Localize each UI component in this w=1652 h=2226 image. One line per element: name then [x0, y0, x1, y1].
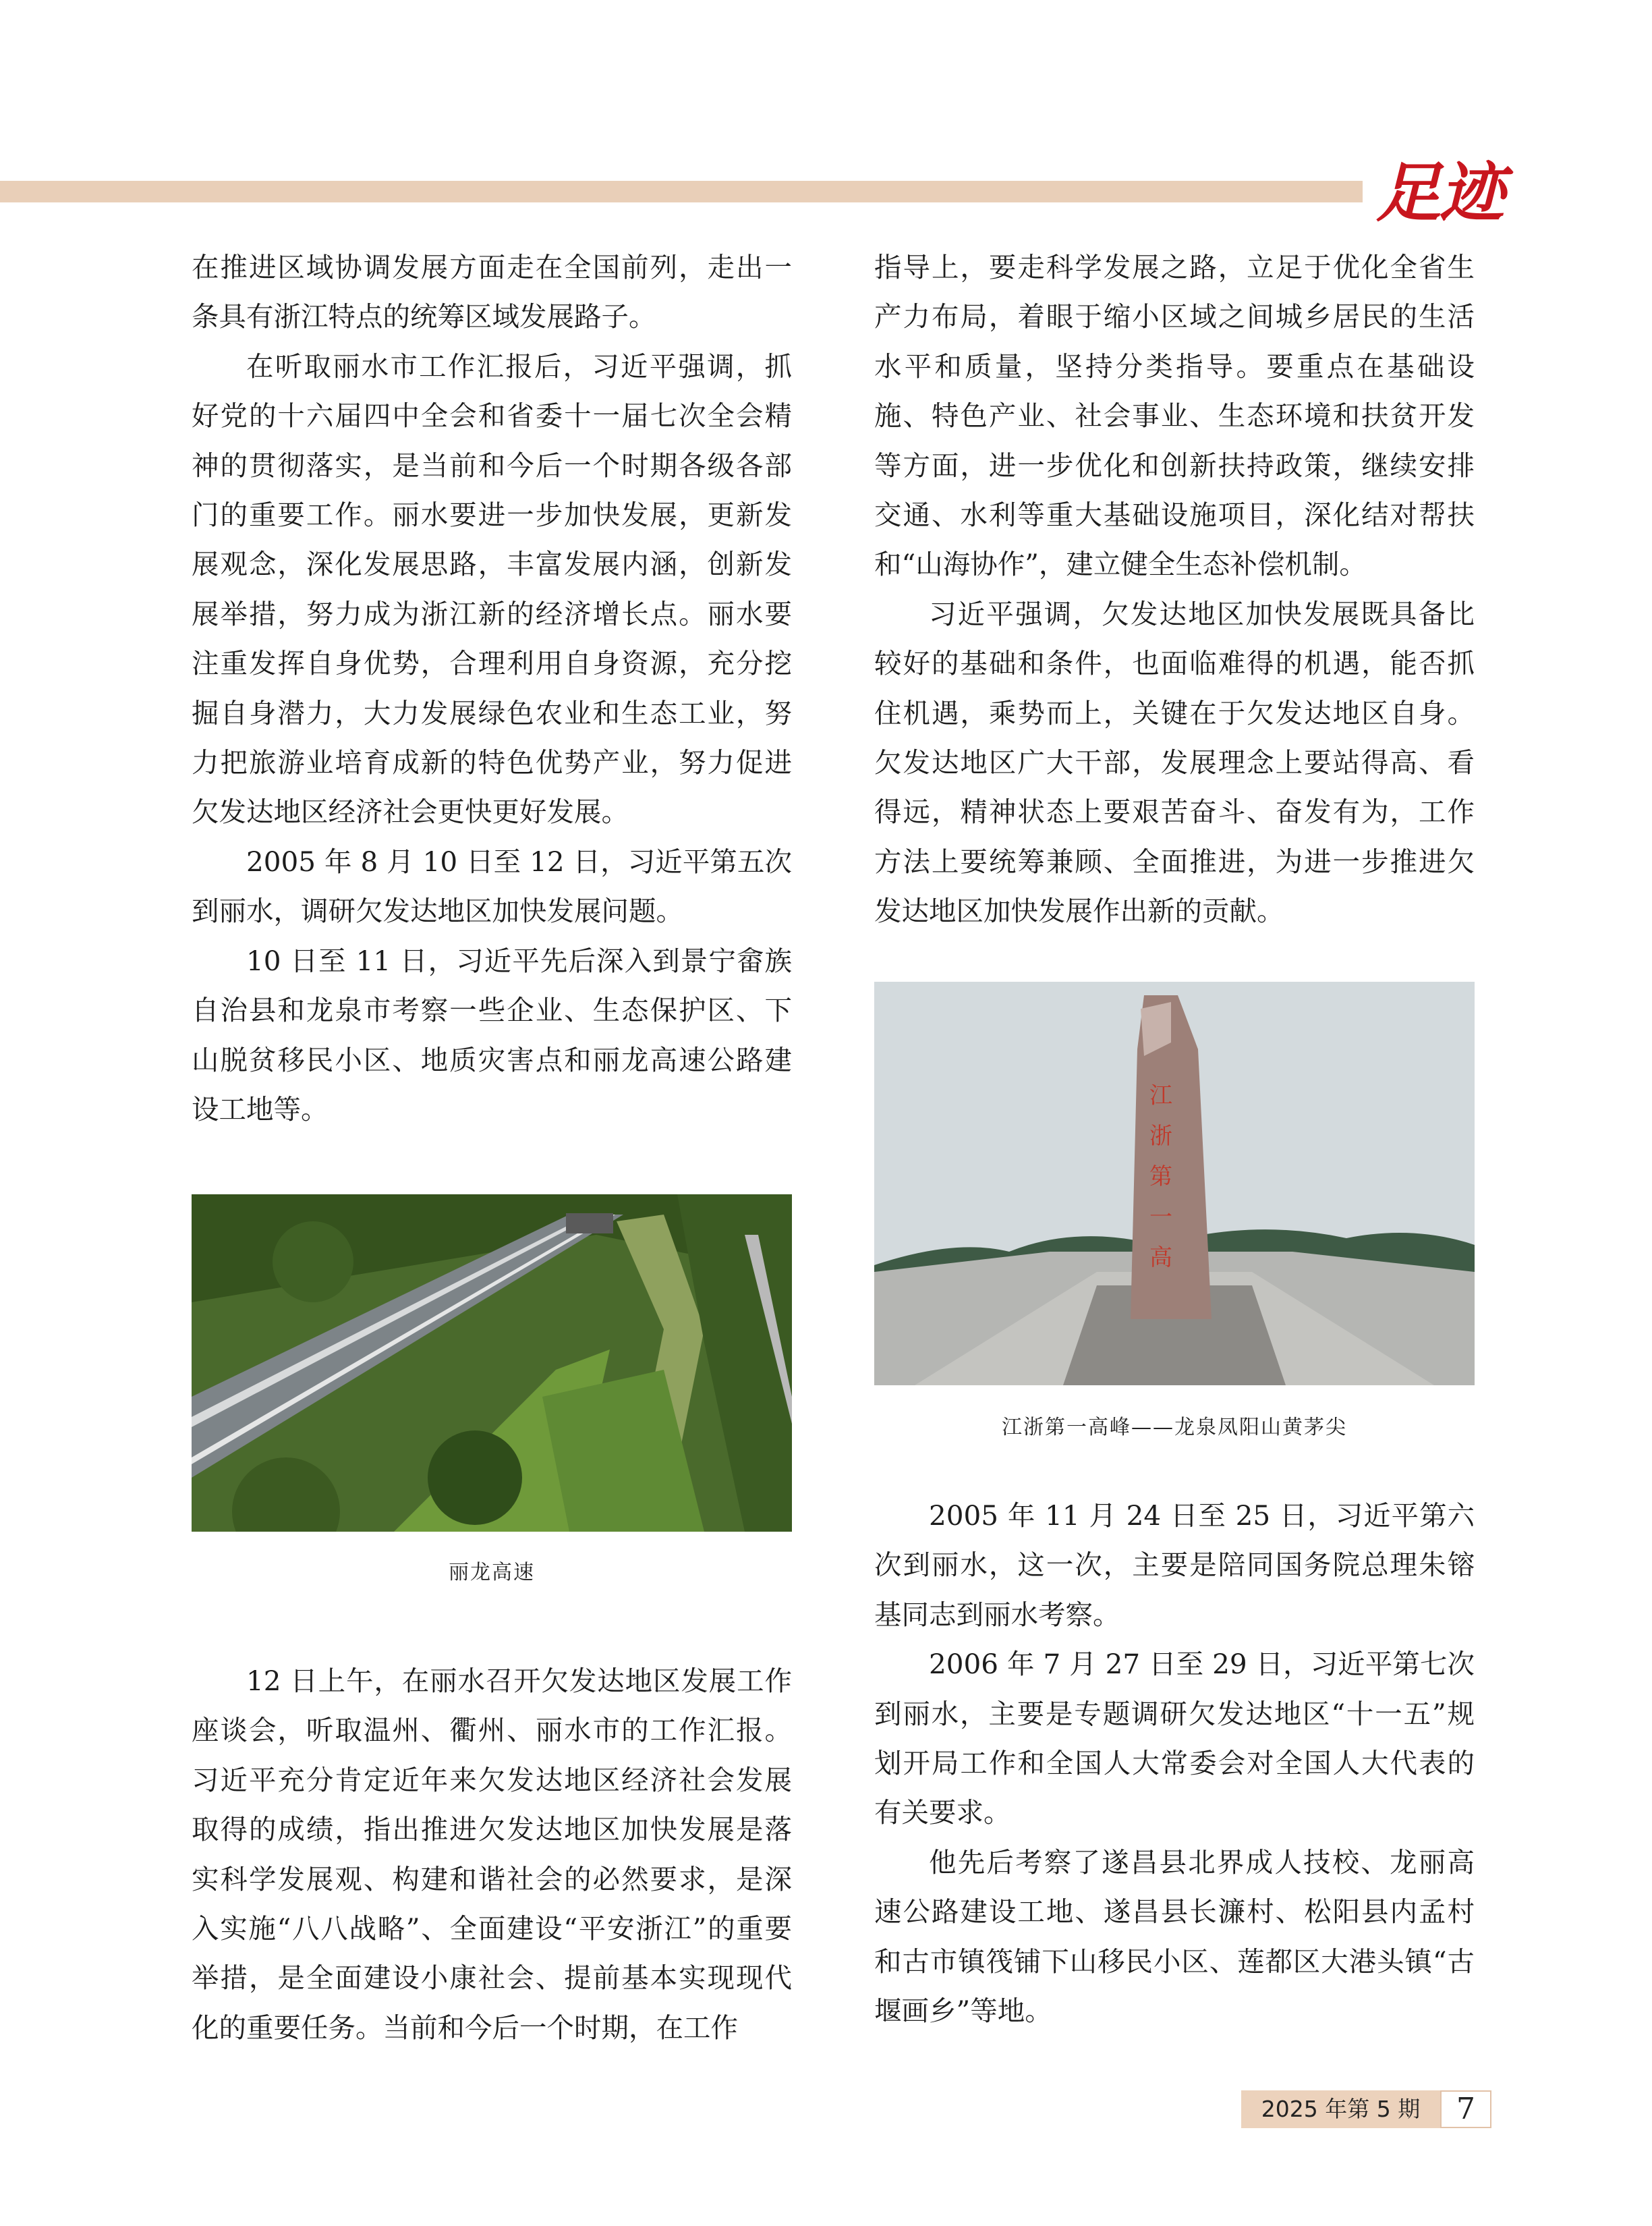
paragraph: 习近平强调，欠发达地区加快发展既具备比较好的基础和条件，也面临难得的机遇，能否抓住机遇，乘势而上，关键在于欠发达地区自身。欠发达地区广大干部，发展理念上要站得高、看得远，精神状态上要艰苦奋斗、奋发有为，工作方法上要统筹兼顾、全面推进，为进一步推进欠发达地区加快发展作出新的贡献。	[874, 597, 1475, 928]
page-number: 7	[1440, 2090, 1491, 2128]
issue-label: 2025 年第 5 期	[1241, 2090, 1440, 2128]
left-column-bottom	[192, 1657, 792, 2053]
right-column-bottom	[874, 1491, 1475, 2036]
peak-photo-caption: 江浙第一高峰——龙泉凤阳山黄茅尖	[1002, 1416, 1347, 1439]
svg-text:高: 高	[1149, 1244, 1172, 1271]
svg-text:江: 江	[1149, 1082, 1172, 1109]
paragraph: 在推进区域协调发展方面走在全国前列，走出一条具有浙江特点的统筹区域发展路子。	[192, 251, 792, 333]
svg-text:第: 第	[1149, 1163, 1172, 1190]
paragraph: 2005 年 8 月 10 日至 12 日，习近平第五次到丽水，调研欠发达地区加快发展问题。	[192, 845, 792, 928]
paragraph: 12 日上午，在丽水召开欠发达地区发展工作座谈会，听取温州、衢州、丽水市的工作汇报。习近平充分肯定近年来欠发达地区经济社会发展取得的成绩，指出推进欠发达地区加快发展是落实科学发展观、构建和谐社会的必然要求，是深入实施“八八战略”、全面建设“平安浙江”的重要举措，是全面建设小康社会、提前基本实现现代化的重要任务。当前和今后一个时期，在工作	[192, 1665, 792, 2044]
peak-monument-illustration	[874, 982, 1475, 1385]
paragraph: 2006 年 7 月 27 日至 29 日，习近平第七次到丽水，主要是专题调研欠发达地区“十一五”规划开局工作和全国人大常委会对全国人大代表的有关要求。	[874, 1648, 1475, 1829]
paragraph: 指导上，要走科学发展之路，立足于优化全省生产力布局，着眼于缩小区域之间城乡居民的生活水平和质量，坚持分类指导。要重点在基础设施、特色产业、社会事业、生态环境和扶贫开发等方面，进一步优化和创新扶持政策，继续安排交通、水利等重大基础设施项目，深化结对帮扶和“山海协作”，建立健全生态补偿机制。	[874, 251, 1475, 581]
magazine-logo: 足迹	[1376, 155, 1503, 231]
peak-monument-photo	[874, 982, 1475, 1385]
svg-text:浙: 浙	[1149, 1123, 1172, 1150]
svg-text:一: 一	[1149, 1204, 1172, 1231]
highway-photo-caption: 丽龙高速	[449, 1561, 535, 1584]
highway-photo-illustration	[192, 1194, 792, 1532]
left-column-top	[192, 243, 792, 1134]
paragraph: 他先后考察了遂昌县北界成人技校、龙丽高速公路建设工地、遂昌县长濂村、松阳县内孟村和古市镇筏铺下山移民小区、莲都区大港头镇“古堰画乡”等地。	[874, 1845, 1475, 2028]
paragraph: 2005 年 11 月 24 日至 25 日，习近平第六次到丽水，这一次，主要是陪同国务院总理朱镕基同志到丽水考察。	[874, 1499, 1475, 1631]
paragraph: 在听取丽水市工作汇报后，习近平强调，抓好党的十六届四中全会和省委十一届七次全会精神的贯彻落实，是当前和今后一个时期各级各部门的重要工作。丽水要进一步加快发展，更新发展观念，深化发展思路，丰富发展内涵，创新发展举措，努力成为浙江新的经济增长点。丽水要注重发挥自身优势，合理利用自身资源，充分挖掘自身潜力，大力发展绿色农业和生态工业，努力把旅游业培育成新的特色优势产业，努力促进欠发达地区经济社会更快更好发展。	[192, 350, 792, 829]
header-band	[0, 181, 1363, 202]
highway-photo	[192, 1194, 792, 1532]
paragraph: 10 日至 11 日，习近平先后深入到景宁畲族自治县和龙泉市考察一些企业、生态保护区、下山脱贫移民小区、地质灾害点和丽龙高速公路建设工地等。	[192, 944, 792, 1125]
right-column-top	[874, 243, 1475, 937]
